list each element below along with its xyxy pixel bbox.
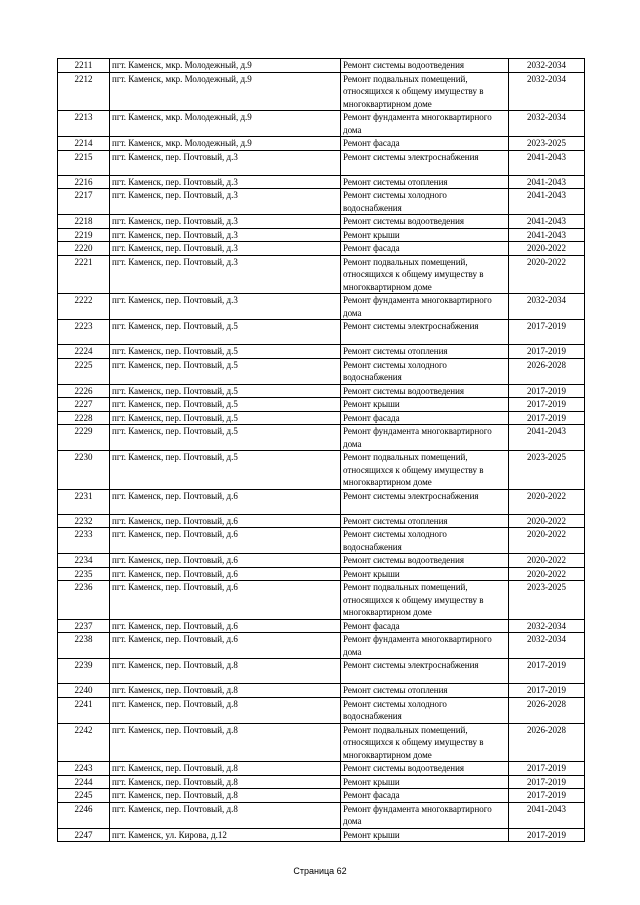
work-type-cell: Ремонт системы холодного водоснабжения xyxy=(341,189,509,215)
period-cell: 2032-2034 xyxy=(509,111,585,137)
address-cell: пгт. Каменск, пер. Почтовый, д.6 xyxy=(110,619,341,633)
table-row xyxy=(58,723,585,762)
address-cell: пгт. Каменск, пер. Почтовый, д.6 xyxy=(110,567,341,581)
row-number-cell: 2235 xyxy=(58,567,110,581)
table-row xyxy=(58,345,585,359)
work-type-cell: Ремонт фасада xyxy=(341,789,509,803)
work-type-cell: Ремонт системы электроснабжения xyxy=(341,659,509,684)
address-cell: пгт. Каменск, мкр. Молодежный, д.9 xyxy=(110,72,341,111)
row-number-cell: 2221 xyxy=(58,255,110,294)
address-cell: пгт. Каменск, пер. Почтовый, д.3 xyxy=(110,242,341,256)
row-number-cell: 2244 xyxy=(58,775,110,789)
address-cell: пгт. Каменск, пер. Почтовый, д.3 xyxy=(110,294,341,320)
address-cell: пгт. Каменск, пер. Почтовый, д.6 xyxy=(110,528,341,554)
row-number-cell: 2231 xyxy=(58,489,110,514)
row-number-cell: 2223 xyxy=(58,320,110,345)
period-cell: 2026-2028 xyxy=(509,358,585,384)
period-cell: 2023-2025 xyxy=(509,451,585,490)
table-row xyxy=(58,775,585,789)
period-cell: 2041-2043 xyxy=(509,802,585,828)
period-cell: 2017-2019 xyxy=(509,789,585,803)
address-cell: пгт. Каменск, пер. Почтовый, д.5 xyxy=(110,425,341,451)
period-cell: 2032-2034 xyxy=(509,633,585,659)
work-type-cell: Ремонт системы водоотведения xyxy=(341,762,509,776)
period-cell: 2023-2025 xyxy=(509,137,585,151)
work-type-cell: Ремонт системы водоотведения xyxy=(341,59,509,73)
period-cell: 2017-2019 xyxy=(509,411,585,425)
table-row xyxy=(58,72,585,111)
address-cell: пгт. Каменск, пер. Почтовый, д.8 xyxy=(110,802,341,828)
address-cell: пгт. Каменск, пер. Почтовый, д.3 xyxy=(110,189,341,215)
table-row xyxy=(58,320,585,345)
address-cell: пгт. Каменск, ул. Кирова, д.12 xyxy=(110,828,341,842)
row-number-cell: 2220 xyxy=(58,242,110,256)
row-number-cell: 2229 xyxy=(58,425,110,451)
table-row xyxy=(58,228,585,242)
row-number-cell: 2225 xyxy=(58,358,110,384)
period-cell: 2020-2022 xyxy=(509,554,585,568)
period-cell: 2017-2019 xyxy=(509,659,585,684)
work-type-cell: Ремонт системы водоотведения xyxy=(341,554,509,568)
period-cell: 2032-2034 xyxy=(509,59,585,73)
period-cell: 2020-2022 xyxy=(509,528,585,554)
table-row xyxy=(58,411,585,425)
row-number-cell: 2228 xyxy=(58,411,110,425)
row-number-cell: 2218 xyxy=(58,215,110,229)
table-row xyxy=(58,762,585,776)
row-number-cell: 2215 xyxy=(58,150,110,175)
row-number-cell: 2219 xyxy=(58,228,110,242)
address-cell: пгт. Каменск, пер. Почтовый, д.3 xyxy=(110,215,341,229)
table-row xyxy=(58,581,585,620)
address-cell: пгт. Каменск, пер. Почтовый, д.5 xyxy=(110,398,341,412)
address-cell: пгт. Каменск, пер. Почтовый, д.8 xyxy=(110,775,341,789)
work-type-cell: Ремонт фасада xyxy=(341,619,509,633)
period-cell: 2017-2019 xyxy=(509,762,585,776)
address-cell: пгт. Каменск, пер. Почтовый, д.8 xyxy=(110,723,341,762)
address-cell: пгт. Каменск, пер. Почтовый, д.6 xyxy=(110,489,341,514)
row-number-cell: 2234 xyxy=(58,554,110,568)
address-cell: пгт. Каменск, мкр. Молодежный, д.9 xyxy=(110,111,341,137)
table-row xyxy=(58,358,585,384)
work-type-cell: Ремонт системы холодного водоснабжения xyxy=(341,528,509,554)
table-row xyxy=(58,294,585,320)
work-type-cell: Ремонт подвальных помещений, относящихся к общему имуществу в многоквартирном доме xyxy=(341,723,509,762)
table-row xyxy=(58,697,585,723)
address-cell: пгт. Каменск, мкр. Молодежный, д.9 xyxy=(110,137,341,151)
row-number-cell: 2212 xyxy=(58,72,110,111)
row-number-cell: 2246 xyxy=(58,802,110,828)
address-cell: пгт. Каменск, пер. Почтовый, д.5 xyxy=(110,451,341,490)
row-number-cell: 2242 xyxy=(58,723,110,762)
period-cell: 2032-2034 xyxy=(509,294,585,320)
table-row xyxy=(58,242,585,256)
period-cell: 2041-2043 xyxy=(509,175,585,189)
table-body xyxy=(58,59,585,842)
work-type-cell: Ремонт системы отопления xyxy=(341,514,509,528)
row-number-cell: 2240 xyxy=(58,684,110,698)
row-number-cell: 2216 xyxy=(58,175,110,189)
work-type-cell: Ремонт подвальных помещений, относящихся к общему имуществу в многоквартирном доме xyxy=(341,581,509,620)
table-row xyxy=(58,659,585,684)
address-cell: пгт. Каменск, пер. Почтовый, д.8 xyxy=(110,762,341,776)
table-row xyxy=(58,489,585,514)
row-number-cell: 2222 xyxy=(58,294,110,320)
row-number-cell: 2237 xyxy=(58,619,110,633)
table-row xyxy=(58,554,585,568)
address-cell: пгт. Каменск, пер. Почтовый, д.8 xyxy=(110,789,341,803)
work-type-cell: Ремонт подвальных помещений, относящихся к общему имуществу в многоквартирном доме xyxy=(341,255,509,294)
work-type-cell: Ремонт фундамента многоквартирного дома xyxy=(341,802,509,828)
work-type-cell: Ремонт фундамента многоквартирного дома xyxy=(341,633,509,659)
period-cell: 2032-2034 xyxy=(509,72,585,111)
period-cell: 2041-2043 xyxy=(509,215,585,229)
work-type-cell: Ремонт системы водоотведения xyxy=(341,384,509,398)
table-row xyxy=(58,528,585,554)
work-type-cell: Ремонт системы холодного водоснабжения xyxy=(341,697,509,723)
work-type-cell: Ремонт крыши xyxy=(341,828,509,842)
table-row xyxy=(58,684,585,698)
table-row xyxy=(58,802,585,828)
table-row xyxy=(58,398,585,412)
period-cell: 2032-2034 xyxy=(509,619,585,633)
period-cell: 2017-2019 xyxy=(509,384,585,398)
address-cell: пгт. Каменск, пер. Почтовый, д.5 xyxy=(110,345,341,359)
address-cell: пгт. Каменск, пер. Почтовый, д.3 xyxy=(110,150,341,175)
address-cell: пгт. Каменск, пер. Почтовый, д.6 xyxy=(110,633,341,659)
table-row xyxy=(58,425,585,451)
work-type-cell: Ремонт системы отопления xyxy=(341,684,509,698)
period-cell: 2041-2043 xyxy=(509,228,585,242)
period-cell: 2020-2022 xyxy=(509,514,585,528)
address-cell: пгт. Каменск, пер. Почтовый, д.8 xyxy=(110,697,341,723)
work-type-cell: Ремонт фундамента многоквартирного дома xyxy=(341,425,509,451)
row-number-cell: 2232 xyxy=(58,514,110,528)
work-type-cell: Ремонт крыши xyxy=(341,228,509,242)
table-row xyxy=(58,137,585,151)
work-type-cell: Ремонт системы электроснабжения xyxy=(341,489,509,514)
work-type-cell: Ремонт фасада xyxy=(341,411,509,425)
work-type-cell: Ремонт подвальных помещений, относящихся к общему имуществу в многоквартирном доме xyxy=(341,451,509,490)
address-cell: пгт. Каменск, пер. Почтовый, д.8 xyxy=(110,684,341,698)
period-cell: 2017-2019 xyxy=(509,684,585,698)
work-type-cell: Ремонт системы электроснабжения xyxy=(341,320,509,345)
work-type-cell: Ремонт крыши xyxy=(341,398,509,412)
work-type-cell: Ремонт системы отопления xyxy=(341,345,509,359)
work-type-cell: Ремонт подвальных помещений, относящихся к общему имуществу в многоквартирном доме xyxy=(341,72,509,111)
row-number-cell: 2233 xyxy=(58,528,110,554)
work-type-cell: Ремонт фасада xyxy=(341,137,509,151)
period-cell: 2026-2028 xyxy=(509,723,585,762)
table-row xyxy=(58,567,585,581)
address-cell: пгт. Каменск, пер. Почтовый, д.5 xyxy=(110,411,341,425)
table-row xyxy=(58,189,585,215)
row-number-cell: 2226 xyxy=(58,384,110,398)
row-number-cell: 2238 xyxy=(58,633,110,659)
work-type-cell: Ремонт фундамента многоквартирного дома xyxy=(341,294,509,320)
work-type-cell: Ремонт крыши xyxy=(341,567,509,581)
table-row xyxy=(58,111,585,137)
address-cell: пгт. Каменск, пер. Почтовый, д.6 xyxy=(110,581,341,620)
work-type-cell: Ремонт системы холодного водоснабжения xyxy=(341,358,509,384)
row-number-cell: 2227 xyxy=(58,398,110,412)
row-number-cell: 2245 xyxy=(58,789,110,803)
table-row xyxy=(58,451,585,490)
row-number-cell: 2243 xyxy=(58,762,110,776)
row-number-cell: 2217 xyxy=(58,189,110,215)
address-cell: пгт. Каменск, пер. Почтовый, д.3 xyxy=(110,228,341,242)
period-cell: 2017-2019 xyxy=(509,828,585,842)
work-type-cell: Ремонт системы водоотведения xyxy=(341,215,509,229)
table-row xyxy=(58,619,585,633)
work-type-cell: Ремонт крыши xyxy=(341,775,509,789)
address-cell: пгт. Каменск, пер. Почтовый, д.3 xyxy=(110,175,341,189)
work-type-cell: Ремонт фасада xyxy=(341,242,509,256)
row-number-cell: 2211 xyxy=(58,59,110,73)
table-row xyxy=(58,59,585,73)
period-cell: 2020-2022 xyxy=(509,567,585,581)
row-number-cell: 2239 xyxy=(58,659,110,684)
period-cell: 2017-2019 xyxy=(509,320,585,345)
table-row xyxy=(58,789,585,803)
table-row xyxy=(58,255,585,294)
table-row xyxy=(58,514,585,528)
period-cell: 2041-2043 xyxy=(509,425,585,451)
period-cell: 2023-2025 xyxy=(509,581,585,620)
address-cell: пгт. Каменск, пер. Почтовый, д.5 xyxy=(110,358,341,384)
period-cell: 2041-2043 xyxy=(509,150,585,175)
period-cell: 2026-2028 xyxy=(509,697,585,723)
period-cell: 2020-2022 xyxy=(509,255,585,294)
period-cell: 2041-2043 xyxy=(509,189,585,215)
row-number-cell: 2214 xyxy=(58,137,110,151)
work-type-cell: Ремонт системы отопления xyxy=(341,175,509,189)
work-type-cell: Ремонт системы электроснабжения xyxy=(341,150,509,175)
row-number-cell: 2247 xyxy=(58,828,110,842)
address-cell: пгт. Каменск, мкр. Молодежный, д.9 xyxy=(110,59,341,73)
address-cell: пгт. Каменск, пер. Почтовый, д.3 xyxy=(110,255,341,294)
row-number-cell: 2230 xyxy=(58,451,110,490)
period-cell: 2020-2022 xyxy=(509,489,585,514)
work-type-cell: Ремонт фундамента многоквартирного дома xyxy=(341,111,509,137)
table-row xyxy=(58,150,585,175)
table-row xyxy=(58,175,585,189)
row-number-cell: 2241 xyxy=(58,697,110,723)
repair-schedule-table xyxy=(57,58,585,842)
address-cell: пгт. Каменск, пер. Почтовый, д.6 xyxy=(110,514,341,528)
period-cell: 2017-2019 xyxy=(509,345,585,359)
address-cell: пгт. Каменск, пер. Почтовый, д.5 xyxy=(110,384,341,398)
table-row xyxy=(58,633,585,659)
row-number-cell: 2236 xyxy=(58,581,110,620)
row-number-cell: 2213 xyxy=(58,111,110,137)
table-row xyxy=(58,828,585,842)
period-cell: 2017-2019 xyxy=(509,775,585,789)
row-number-cell: 2224 xyxy=(58,345,110,359)
period-cell: 2017-2019 xyxy=(509,398,585,412)
period-cell: 2020-2022 xyxy=(509,242,585,256)
table-row xyxy=(58,215,585,229)
address-cell: пгт. Каменск, пер. Почтовый, д.8 xyxy=(110,659,341,684)
page-number: Страница 62 xyxy=(293,866,347,876)
address-cell: пгт. Каменск, пер. Почтовый, д.5 xyxy=(110,320,341,345)
table-row xyxy=(58,384,585,398)
address-cell: пгт. Каменск, пер. Почтовый, д.6 xyxy=(110,554,341,568)
